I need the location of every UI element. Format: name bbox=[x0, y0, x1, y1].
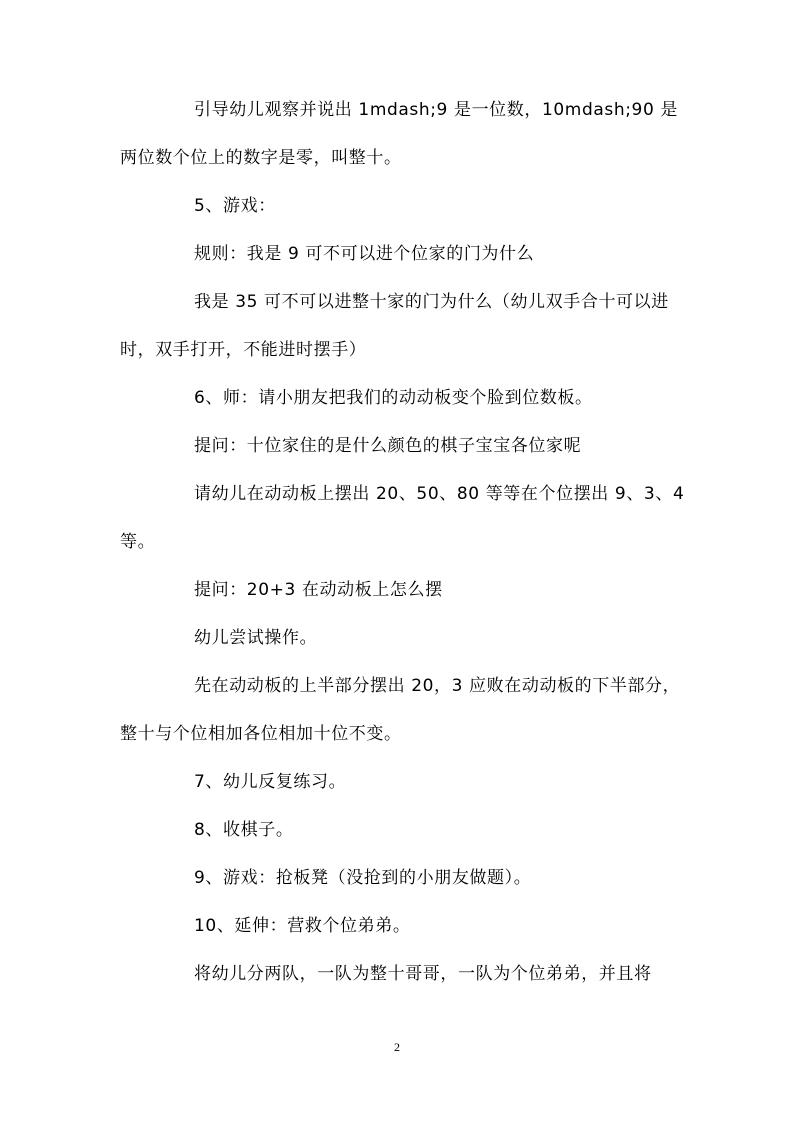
paragraph-rule-35: 我是 35 可不可以进整十家的门为什么（幼儿双手合十可以进时，双手打开，不能进时摆手） bbox=[120, 292, 669, 360]
paragraph-rule: 规则：我是 9 可不可以进个位家的门为什么 bbox=[194, 244, 535, 264]
paragraph-step-8-collect: 8、收棋子。 bbox=[194, 820, 294, 840]
paragraph-divide-teams: 将幼儿分两队，一队为整十哥哥，一队为个位弟弟，并且将 bbox=[194, 964, 652, 984]
paragraph-step-5-game: 5、游戏： bbox=[194, 196, 276, 216]
paragraph-intro-observe: 引导幼儿观察并说出 1mdash;9 是一位数，10mdash;90 是两位数个位上的数字是零，叫整十。 bbox=[120, 100, 678, 168]
paragraph-question-20-plus-3: 提问：20+3 在动动板上怎么摆 bbox=[194, 580, 443, 600]
page-number: 2 bbox=[394, 1040, 400, 1054]
paragraph-step-9-game: 9、游戏：抢板凳（没抢到的小朋友做题）。 bbox=[194, 868, 532, 888]
paragraph-question-tens: 提问：十位家住的是什么颜色的棋子宝宝各位家呢 bbox=[194, 436, 582, 456]
paragraph-try-operation: 幼儿尝试操作。 bbox=[194, 628, 318, 648]
paragraph-step-6-teacher: 6、师：请小朋友把我们的动动板变个脸到位数板。 bbox=[194, 388, 593, 408]
paragraph-explanation: 先在动动板的上半部分摆出 20，3 应败在动动板的下半部分，整十与个位相加各位相加十位不变。 bbox=[120, 676, 681, 744]
paragraph-step-10-extension: 10、延伸：营救个位弟弟。 bbox=[194, 916, 411, 936]
paragraph-step-7-practice: 7、幼儿反复练习。 bbox=[194, 772, 347, 792]
paragraph-place-pieces: 请幼儿在动动板上摆出 20、50、80 等等在个位摆出 9、3、4 等。 bbox=[120, 484, 685, 552]
